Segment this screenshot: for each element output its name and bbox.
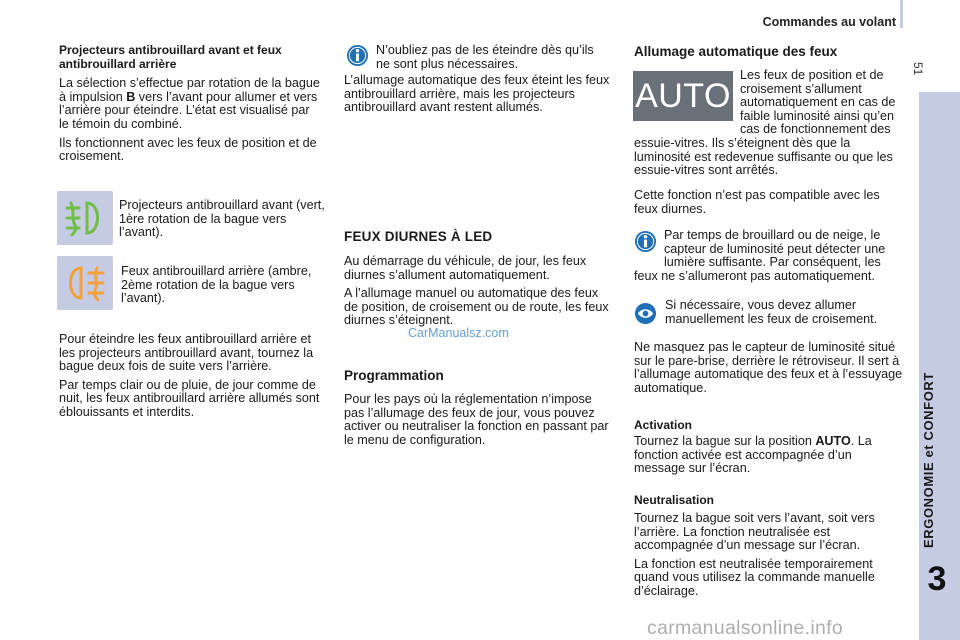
auto-lighting-heading: Allumage automatique des feux [634,44,838,59]
auto-lighting-fog-para: L’allumage automatique des feux éteint les feux antibrouillard arrière, mais les projecteurs antibrouillard avant restent allumés. [344,73,610,115]
footer-watermark: carmanualsonline.info [647,617,843,639]
activation-heading: Activation [634,418,693,432]
neutralisation-heading: Neutralisation [634,493,715,507]
neutralisation-section [634,512,904,599]
auto-lighting-para1 [634,69,904,178]
drl-para1: Au démarrage du véhicule, de jour, les feux diurnes s’allument automatiquement. [344,254,587,282]
neutralisation-para2: La fonction est neutralisée temporairement quand vous utilisez la commande manuelle d’éclairage. [634,556,875,598]
fog-lights-para1 [59,77,321,131]
rear-fog-icon-box [57,256,113,310]
front-fog-description: Projecteurs antibrouillard avant (vert, 1ère rotation de la bague vers l’avant). [119,198,325,240]
sensor-para: Ne masquez pas le capteur de luminosité situé sur le pare-brise, derrière le rétroviseur. Il sert à l’allumage automatique des feux et à l’essuyage automatique. [634,340,903,395]
chapter-title [921,528,941,548]
page-number: 51 [911,62,925,76]
activation-text-end: . La fonction activée est accompagnée d’un message sur l’écran. [634,434,872,476]
neutralisation-para1: Tournez la bague soit vers l’avant, soit vers l’arrière. La fonction neutralisée est accompagnée d’un message sur l’écran. [634,511,875,553]
right-info-note-text: Par temps de brouillard ou de neige, le capteur de luminosité peut détecter une lumière suffisante. Par conséquent, les feux ne s’allumeront pas automatiquement. [634,228,886,283]
auto-position-icon: AUTO [633,71,733,121]
left-column [59,44,321,164]
header-accent-bar [900,0,903,28]
front-fog-light-icon [57,191,113,245]
info-icon-spacer [634,229,664,267]
info-icon-middle [346,44,369,72]
fog-lights-para2: Ils fonctionnent avec les feux de position et de croisement. [59,135,317,164]
auto-lighting-para1-text: Les feux de position et de croisement s’allument automatiquement en cas de faible luminosité ainsi qu’en cas de fonctionnement des essuie-vitres. Ils s’éteignent dès que la luminosité est redevenue suffisante ou que les essuie-vitres sont arrêtés. [634,68,896,178]
fog-warning-para: Par temps clair ou de pluie, de jour comme de nuit, les feux antibrouillard arrière allumés sont éblouissants et interdits. [59,377,320,419]
auto-box-spacer [634,69,740,131]
eye-icon [634,302,657,330]
auto-lighting-para2: Cette fonction n’est pas compatible avec les feux diurnes. [634,188,880,216]
chapter-number: 3 [927,560,947,598]
drl-section [344,255,612,328]
ring-b-label: B [126,89,136,104]
fog-off-para: Pour éteindre les feux antibrouillard arrière et les projecteurs antibrouillard avant, tournez la bague deux fois de suite vers l’arrière. [59,332,314,374]
programming-heading: Programmation [344,368,444,383]
eye-note: Si nécessaire, vous devez allumer manuellement les feux de croisement. [665,298,878,326]
site-watermark: CarManualsz.com [408,326,509,340]
rear-fog-light-icon [57,256,113,310]
chapter-sidebar [919,92,960,640]
activation-text: Tournez la bague sur la position [634,434,816,448]
fog-lights-heading: Projecteurs antibrouillard avant et feux antibrouillard arrière [59,43,282,71]
programming-para: Pour les pays où la réglementation n’impose pas l’allumage des feux de jour, vous pouvez activer ou neutraliser la fonction en passant par le menu de configuration. [344,392,609,447]
drl-heading: FEUX DIURNES À LED [344,229,493,244]
auto-bold-label: AUTO [815,434,851,448]
middle-info-note: N’oubliez pas de les éteindre dès qu’ils ne sont plus nécessaires. [376,43,594,71]
page-header-title: Commandes au volant [762,15,896,29]
right-info-note [634,229,904,283]
front-fog-icon-box [57,191,113,245]
rear-fog-description: Feux antibrouillard arrière (ambre, 2ème rotation de la bague vers l’avant). [121,264,312,306]
drl-para2: A l’allumage manuel ou automatique des feux de position, de croisement ou de route, les feux diurnes s’éteignent. [344,286,609,328]
left-column-lower [59,333,321,420]
activation-para [634,435,904,476]
para1-text-end: vers l’avant pour allumer et vers l’arrière pour éteindre. L’état est visualisé par le témoin du combiné. [59,89,318,131]
para1-text: La sélection s’effectue par rotation de la bague à impulsion [59,76,320,104]
